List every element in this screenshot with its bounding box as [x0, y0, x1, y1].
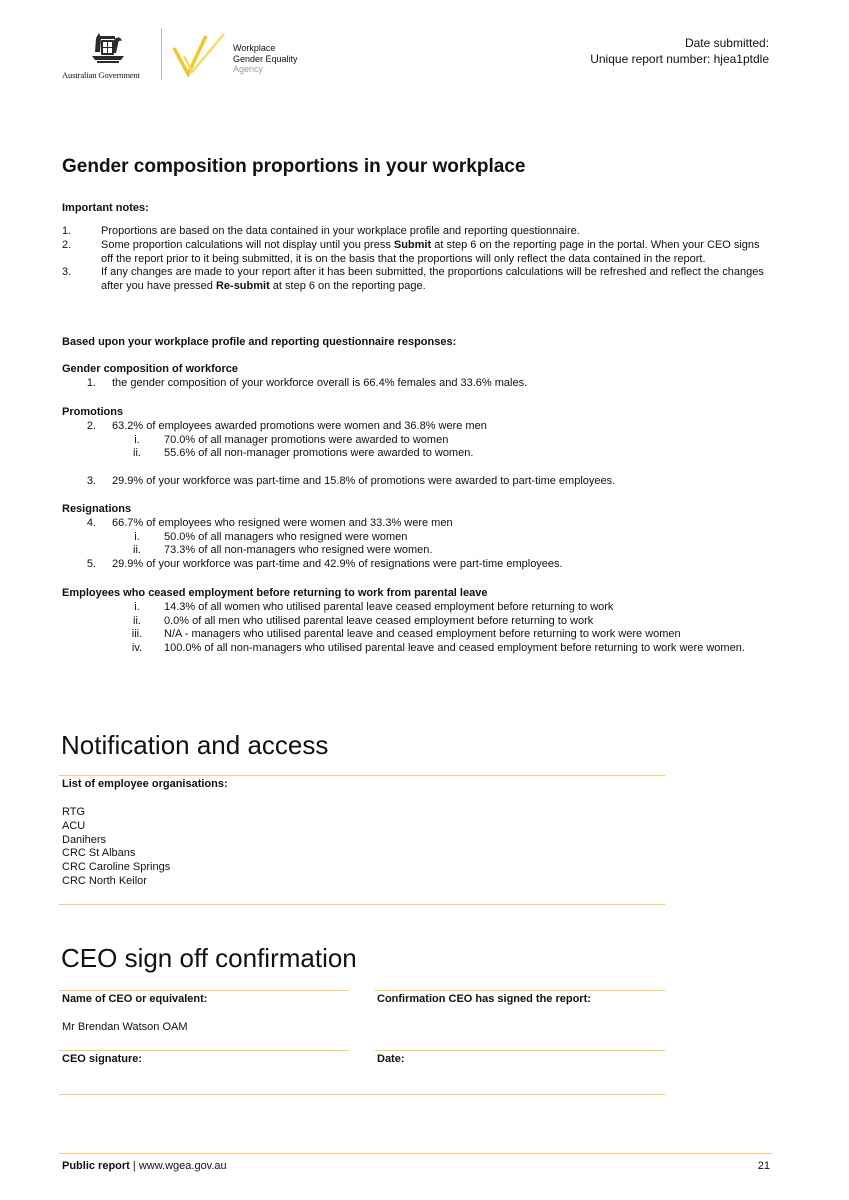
divider-line — [59, 1050, 349, 1051]
resignations-block — [62, 503, 772, 572]
ceo-name-label: Name of CEO or equivalent: — [62, 993, 208, 1005]
employee-organisations-list — [62, 806, 170, 889]
government-logo-text: Australian Government — [62, 70, 140, 80]
divider-line — [375, 990, 665, 991]
promotions-heading: Promotions — [62, 406, 124, 418]
workforce-block — [62, 363, 772, 391]
list-item: ACU — [62, 819, 86, 832]
gender-section-title: Gender composition proportions in your workplace — [62, 156, 526, 177]
report-number-label: Unique report number: hjea1ptdle — [590, 51, 769, 66]
wgea-logo — [172, 32, 302, 80]
divider-line — [59, 990, 349, 991]
list-item: Danihers — [62, 833, 107, 846]
submit-keyword: Submit — [393, 238, 432, 251]
promotions-block — [62, 406, 772, 489]
australian-government-logo — [62, 32, 154, 82]
sub-list-item: i. 50.0% of all managers who resigned were women — [134, 530, 408, 543]
divider-line — [375, 1050, 665, 1051]
note-text: Some proportion calculations will not display until you press Submit at step 6 on the reporting page in the portal. When your CEO signs off the report prior to it being submitted, it is on the basis that the proportions will only reflect the data contained in the report. — [101, 238, 760, 265]
list-item: RTG — [62, 806, 86, 818]
list-item: 3. 29.9% of your workforce was part-time and 15.8% of promotions were awarded to part-time employees. — [86, 475, 616, 488]
divider-line — [59, 775, 665, 776]
wgea-check-icon — [172, 32, 228, 78]
employee-organisations-label: List of employee organisations: — [62, 778, 228, 790]
ceo-signoff-title: CEO sign off confirmation — [61, 943, 357, 973]
coat-of-arms-icon — [88, 32, 128, 68]
logo-divider — [161, 28, 162, 80]
sub-list-item: iv. 100.0% of all non-managers who utilised parental leave and ceased employment before returning to work were women. — [131, 642, 745, 655]
footer-public-report: Public report — [62, 1160, 130, 1172]
report-meta — [590, 36, 769, 67]
note-item — [62, 225, 772, 239]
based-upon-heading: Based upon your workplace profile and reporting questionnaire responses: — [62, 336, 457, 348]
sub-list-item: i. 14.3% of all women who utilised parental leave ceased employment before returning to work — [134, 600, 614, 613]
note-item — [62, 266, 772, 294]
notification-title: Notification and access — [61, 730, 329, 760]
divider-line — [59, 904, 665, 905]
note-text: If any changes are made to your report after it has been submitted, the proportions calculations will be refreshed and reflect the changes after you have pressed Re-submit at step 6 on the reporting page. — [101, 266, 764, 293]
note-text: Proportions are based on the data contained in your workplace profile and reporting questionnaire. — [101, 225, 580, 237]
page-number: 21 — [757, 1160, 770, 1172]
divider-line — [59, 1094, 665, 1095]
date-label: Date: — [377, 1053, 405, 1065]
wgea-logo-line-3: Agency — [233, 64, 264, 75]
important-notes-label: Important notes: — [62, 202, 149, 214]
parental-leave-block — [62, 587, 772, 656]
workforce-heading: Gender composition of workforce — [62, 363, 239, 375]
list-item: CRC Caroline Springs — [62, 861, 171, 874]
date-submitted-label: Date submitted: — [684, 36, 769, 50]
list-item: 1. the gender composition of your workforce overall is 66.4% females and 33.6% males. — [86, 376, 528, 389]
sub-list-item: i. 70.0% of all manager promotions were awarded to women — [134, 433, 449, 446]
ceo-name-value: Mr Brendan Watson OAM — [62, 1021, 188, 1033]
list-item: CRC North Keilor — [62, 874, 147, 887]
footer-line — [59, 1153, 771, 1154]
important-notes-list — [62, 225, 772, 294]
list-item: 5. 29.9% of your workforce was part-time and 42.9% of resignations were part-time employees. — [86, 558, 563, 571]
wgea-logo-line-1: Workplace — [233, 43, 276, 53]
sub-list-item: ii. 0.0% of all men who utilised parental leave ceased employment before returning to work — [133, 614, 594, 627]
ceo-confirmation-label: Confirmation CEO has signed the report: — [377, 993, 591, 1005]
footer-website: | www.wgea.gov.au — [129, 1160, 227, 1172]
ceo-signature-label: CEO signature: — [62, 1053, 143, 1065]
wgea-logo-line-2: Gender Equality — [233, 53, 298, 64]
sub-list-item: ii. 55.6% of all non-manager promotions were awarded to women. — [133, 447, 474, 460]
note-number: 2. — [62, 238, 72, 251]
note-number: 3. — [62, 266, 72, 279]
sub-list-item: ii. 73.3% of all non-managers who resigned were women. — [133, 544, 433, 557]
list-item: 4. 66.7% of employees who resigned were women and 33.3% were men — [86, 516, 453, 529]
list-item: 2. 63.2% of employees awarded promotions were women and 36.8% were men — [86, 419, 487, 432]
resubmit-keyword: Re-submit — [215, 280, 270, 293]
parental-leave-heading: Employees who ceased employment before returning to work from parental leave — [62, 587, 488, 599]
sub-list-item: iii. N/A - managers who utilised parental leave and ceased employment before returning to work were women — [131, 628, 681, 641]
footer-text — [62, 1160, 227, 1174]
note-item — [62, 239, 772, 267]
note-number: 1. — [62, 225, 72, 237]
resignations-heading: Resignations — [62, 503, 132, 515]
list-item: CRC St Albans — [62, 847, 136, 860]
